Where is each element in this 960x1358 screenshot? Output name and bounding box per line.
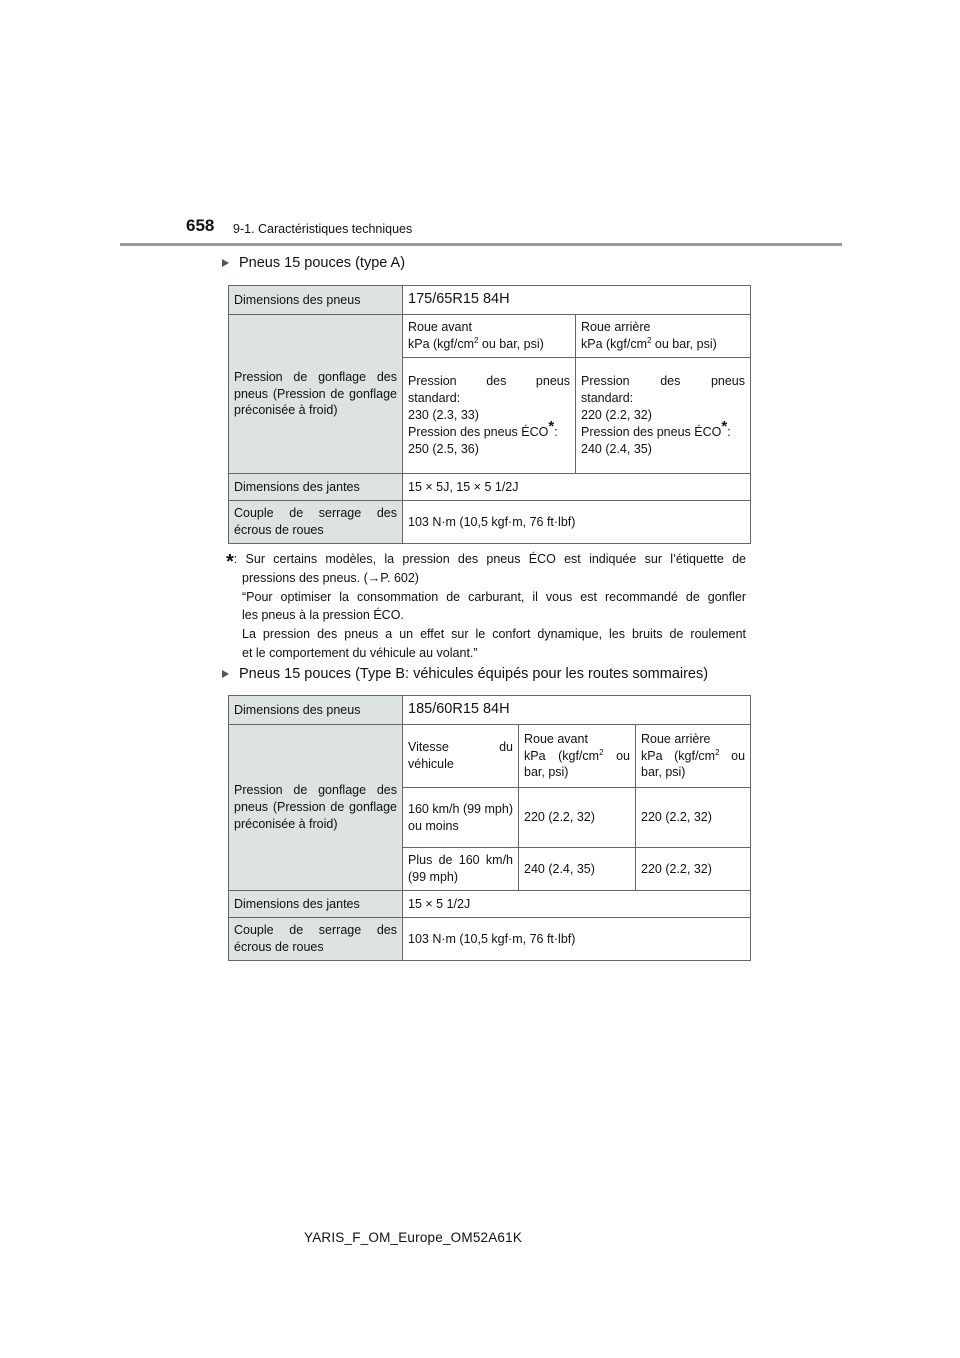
spec-table-b bbox=[228, 695, 751, 961]
pressure-label: Pression de gonflage des pneus (Pression de gonflage préconisée à froid) bbox=[229, 725, 403, 891]
tire-size-label: Dimensions des pneus bbox=[229, 696, 403, 725]
speed-row-1: 160 km/h (99 mph) ou moins bbox=[403, 788, 519, 848]
rear-pressure-row-2: 220 (2.2, 32) bbox=[636, 848, 751, 891]
footnote bbox=[226, 550, 746, 663]
footnote-line-2: pressions des pneus. (→P. 602) bbox=[242, 570, 419, 585]
section-b-heading-text: Pneus 15 pouces (Type B: véhicules équipés pour les routes sommaires) bbox=[239, 666, 709, 682]
section-title: 9-1. Caractéristiques techniques bbox=[233, 222, 413, 236]
spec-table-a bbox=[228, 285, 751, 544]
rim-size-label: Dimensions des jantes bbox=[229, 891, 403, 918]
speed-row-2: Plus de 160 km/h (99 mph) bbox=[403, 848, 519, 891]
footnote-line-1: *: Sur certains modèles, la pression des pneus ÉCO est indiquée sur l’étiquette de bbox=[226, 551, 746, 573]
front-wheel-header: Roue avant kPa ($kgf/cm^2$ ou bar, psi) bbox=[403, 315, 576, 358]
tire-size-value: 175/65R15 84H bbox=[403, 286, 751, 315]
footnote-line-6: et le comportement du véhicule au volant.” bbox=[242, 645, 478, 660]
footnote-line-5: La pression des pneus a un effet sur le confort dynamique, les bruits de roulement bbox=[242, 627, 746, 641]
rear-pressure-row-1: 220 (2.2, 32) bbox=[636, 788, 751, 848]
header-rule bbox=[120, 243, 842, 246]
page-number: 658 bbox=[186, 216, 215, 235]
front-pressure-row-2: 240 (2.4, 35) bbox=[519, 848, 636, 891]
pressure-label: Pression de gonflage des pneus (Pression de gonflage préconisée à froid) bbox=[229, 315, 403, 474]
footnote-line-3: “Pour optimiser la consommation de carburant, il vous est recommandé de gonfler bbox=[242, 589, 746, 604]
bullet-triangle-icon bbox=[222, 259, 229, 267]
tire-size-label: Dimensions des pneus bbox=[229, 286, 403, 315]
speed-header: Vitesse du véhicule bbox=[403, 725, 519, 788]
footnote-line-4: les pneus à la pression ÉCO. bbox=[242, 608, 404, 623]
rear-pressure-values: Pression des pneus standard: 220 (2.2, 32) Pression des pneus ÉCO*: 240 (2.4, 35) bbox=[576, 358, 751, 474]
torque-value: 103 N·m (10,5 kgf·m, 76 ft·lbf) bbox=[403, 501, 751, 544]
torque-value: 103 N·m (10,5 kgf·m, 76 ft·lbf) bbox=[403, 918, 751, 961]
front-pressure-values: Pression des pneus standard: 230 (2.3, 33) Pression des pneus ÉCO*: 250 (2.5, 36) bbox=[403, 358, 576, 474]
rear-wheel-header: Roue arrière kPa ($kgf/cm^2$ ou bar, psi) bbox=[636, 725, 751, 788]
rim-size-value: 15 × 5J, 15 × 5 1/2J bbox=[403, 474, 751, 501]
torque-label: Couple de serrage des écrous de roues bbox=[229, 918, 403, 961]
rear-wheel-header: Roue arrière kPa ($kgf/cm^2$ ou bar, psi) bbox=[576, 315, 751, 358]
section-b-heading bbox=[222, 666, 708, 682]
bullet-triangle-icon bbox=[222, 670, 229, 678]
front-wheel-header: Roue avant kPa ($kgf/cm^2$ ou bar, psi) bbox=[519, 725, 636, 788]
rim-size-value: 15 × 5 1/2J bbox=[403, 891, 751, 918]
section-a-heading-text: Pneus 15 pouces (type A) bbox=[239, 255, 406, 271]
section-a-heading bbox=[222, 255, 405, 271]
arrow-icon: → bbox=[367, 570, 381, 585]
rim-size-label: Dimensions des jantes bbox=[229, 474, 403, 501]
torque-label: Couple de serrage des écrous de roues bbox=[229, 501, 403, 544]
footer-code: YARIS_F_OM_Europe_OM52A61K bbox=[304, 1230, 523, 1245]
front-pressure-row-1: 220 (2.2, 32) bbox=[519, 788, 636, 848]
tire-size-value: 185/60R15 84H bbox=[403, 696, 751, 725]
